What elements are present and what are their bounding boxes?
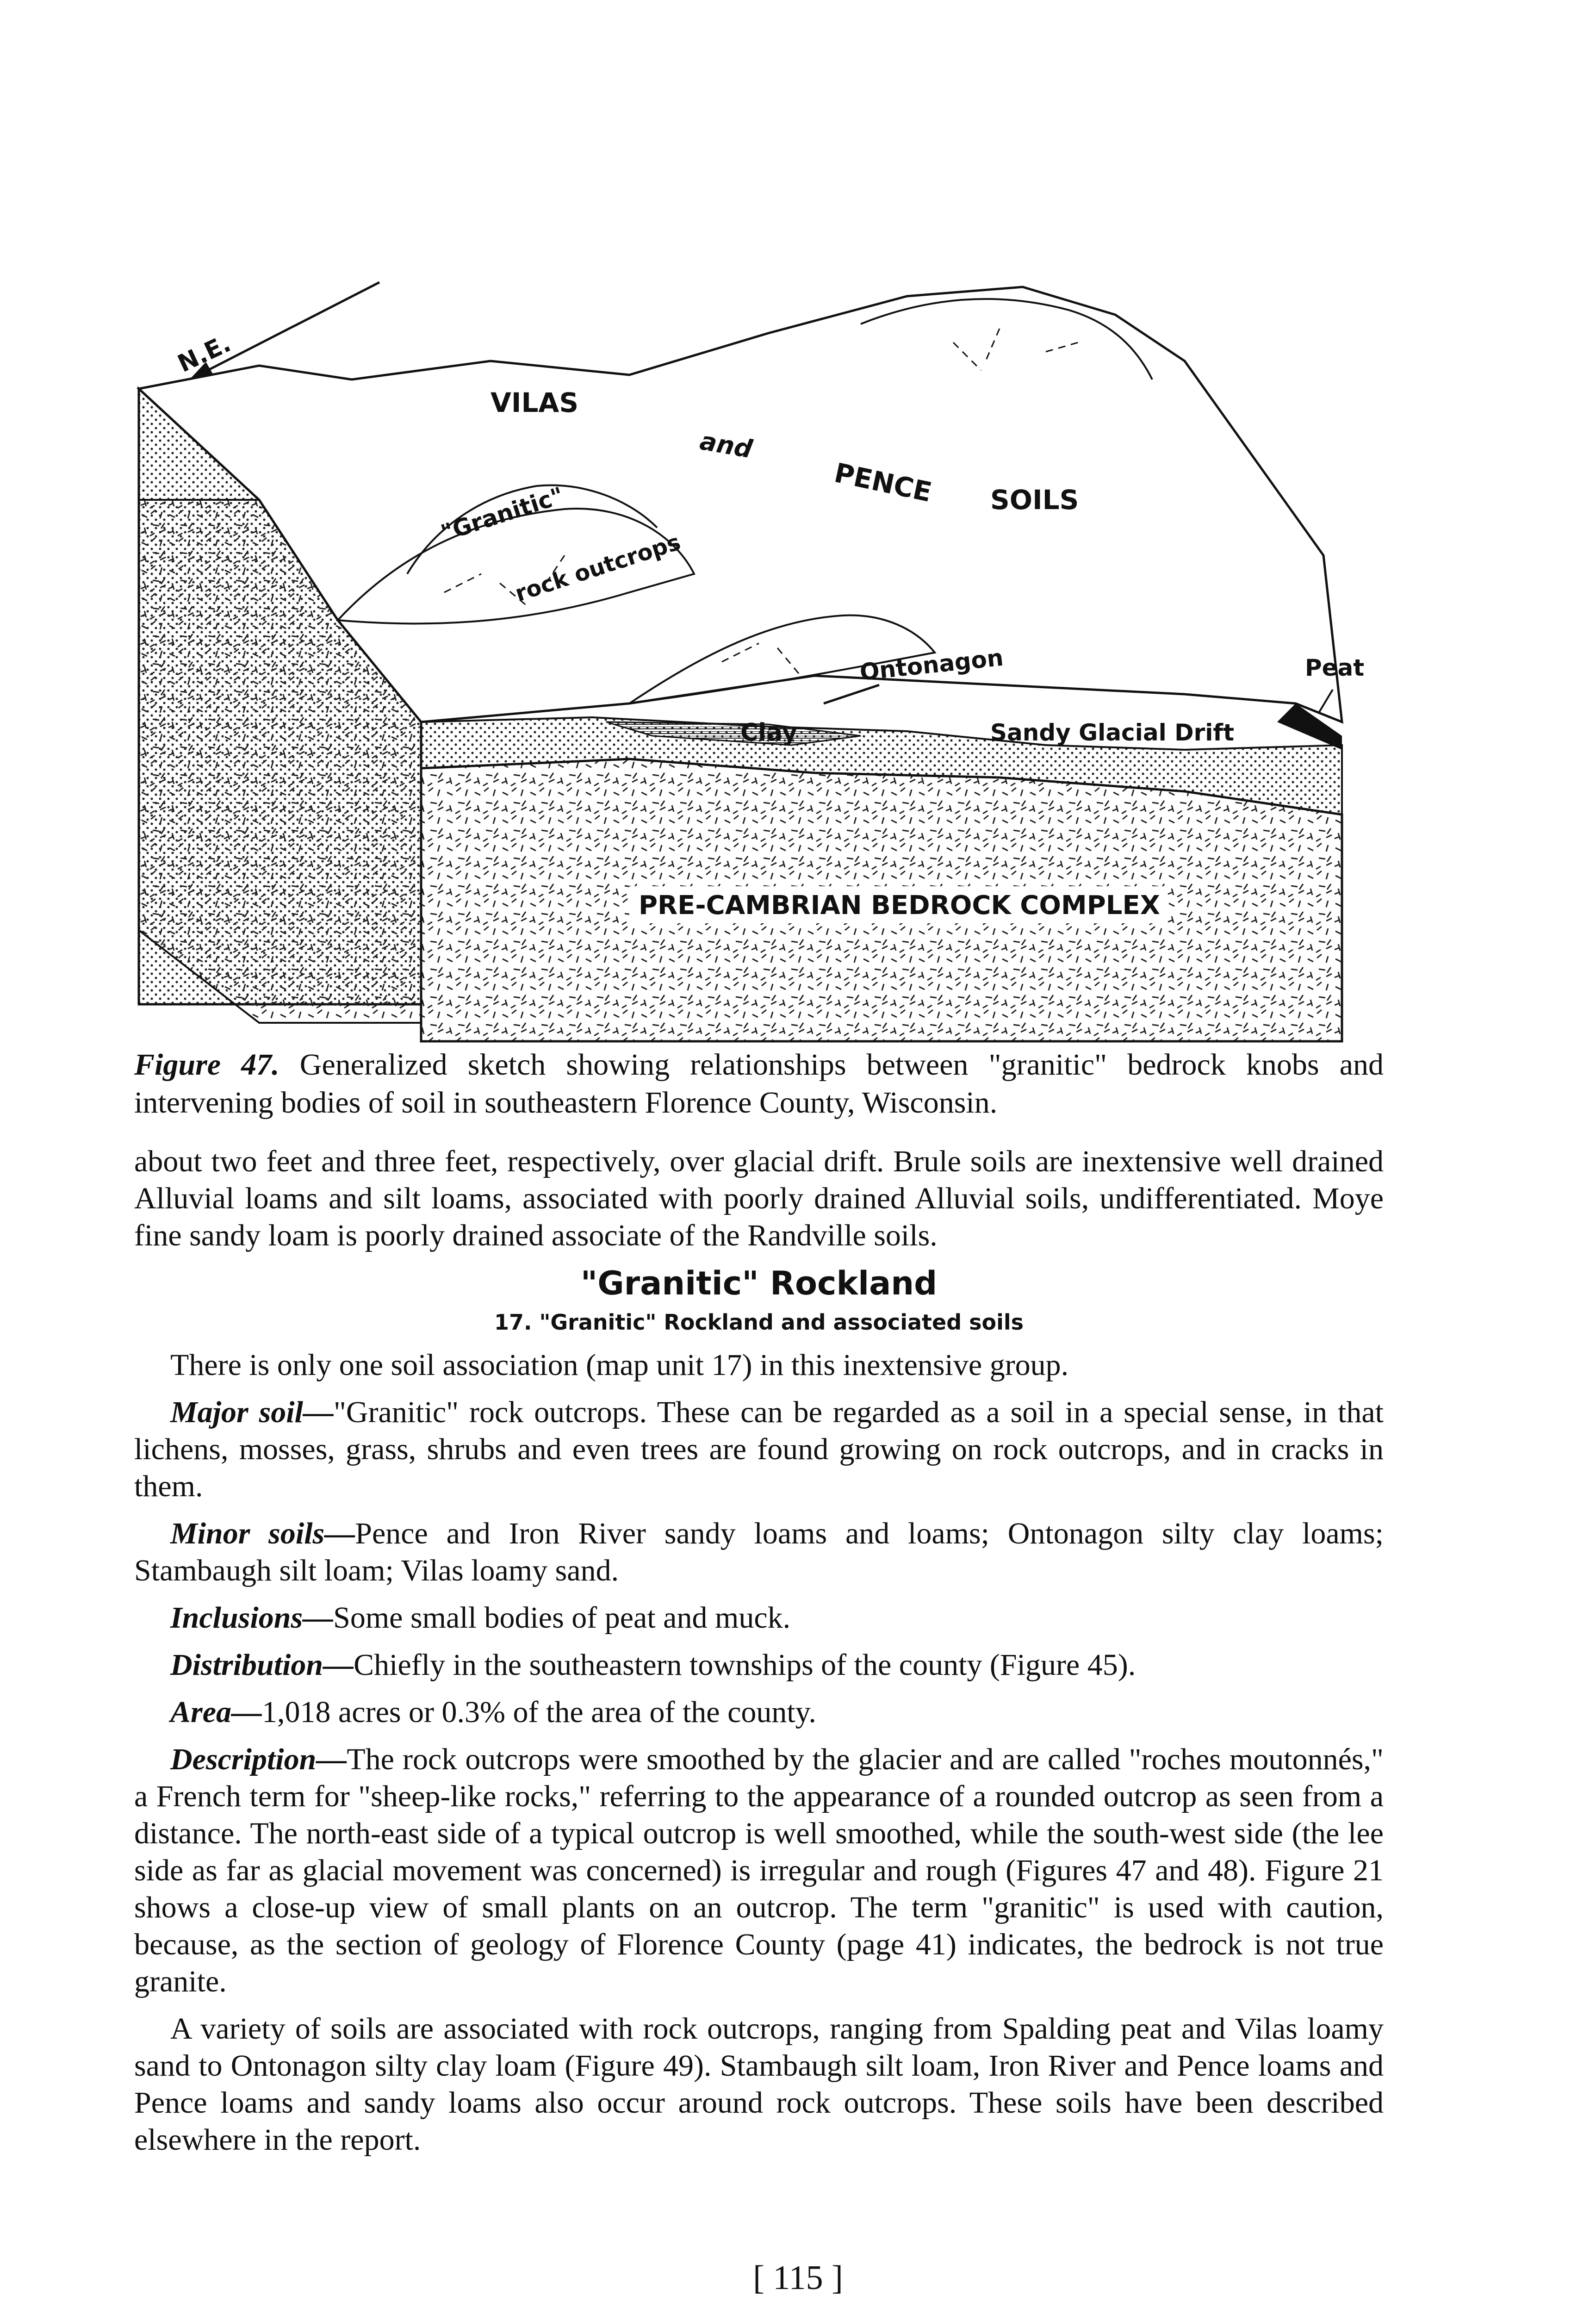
- major-soil-text: "Granitic" rock outcrops. These can be regarded as a soil in a special sense, in that lichens, mosses, grass, shrubs and even trees are found growing on rock outcrops, and in cracks in them.: [134, 1395, 1384, 1503]
- and-label: and: [697, 426, 755, 464]
- paragraph-inclusions: [134, 1599, 1384, 1636]
- area-text: 1,018 acres or 0.3% of the area of the county.: [262, 1695, 816, 1729]
- distribution-text: Chiefly in the southeastern townships of the county (Figure 45).: [354, 1648, 1136, 1682]
- figure-47: [120, 259, 1379, 1046]
- page-number: [ 115 ]: [753, 2259, 843, 2297]
- subsection-title: 17. "Granitic" Rockland and associated soils: [494, 1310, 1024, 1335]
- minor-soils-text: Pence and Iron River sandy loams and loams; Ontonagon silty clay loams; Stambaugh silt loam; Vilas loamy sand.: [134, 1517, 1384, 1587]
- inclusions-text: Some small bodies of peat and muck.: [333, 1601, 791, 1635]
- major-soil-lead: Major soil—: [170, 1395, 334, 1429]
- block-diagram: [120, 259, 1379, 1046]
- figure-caption: [134, 1046, 1384, 1122]
- clay-label: Clay: [740, 719, 798, 746]
- distribution-lead: Distribution—: [170, 1648, 354, 1682]
- paragraph-intro: There is only one soil association (map unit 17) in this inextensive group.: [170, 1348, 1069, 1382]
- paragraph-description: [134, 1741, 1384, 2000]
- inclusions-lead: Inclusions—: [170, 1601, 334, 1635]
- section-title: "Granitic" Rockland: [580, 1264, 938, 1302]
- area-lead: Area—: [170, 1695, 262, 1729]
- peat-label: Peat: [1305, 654, 1365, 681]
- vilas-label: VILAS: [491, 387, 579, 418]
- sandy-glacial-drift-label: Sandy Glacial Drift: [990, 719, 1235, 746]
- direction-label: N.E.: [174, 330, 235, 378]
- bedrock-label: PRE-CAMBRIAN BEDROCK COMPLEX: [639, 890, 1160, 921]
- description-lead: Description—: [170, 1742, 347, 1776]
- granitic-label: "Granitic": [437, 482, 567, 547]
- caption-text: Generalized sketch showing relationships between "granitic" bedrock knobs and intervening bodies of soil in southeastern Florence County, Wisconsin.: [134, 1048, 1384, 1120]
- paragraph-area: [134, 1694, 1384, 1731]
- paragraph-distribution: [134, 1647, 1384, 1684]
- pence-label: PENCE: [832, 457, 935, 508]
- ontonagon-label: Ontonagon: [858, 644, 1005, 686]
- paragraph-continued: about two feet and three feet, respectively, over glacial drift. Brule soils are inextensive well drained Alluvial loams and silt loams, associated with poorly drained Alluvial soils, undifferentiated. Moye fine sandy loam is poorly drained associate of the Randville soils.: [134, 1145, 1384, 1252]
- rock-outcrops-label: rock outcrops: [512, 529, 684, 607]
- body-text: [134, 1143, 1384, 2169]
- description-text: The rock outcrops were smoothed by the glacier and are called "roches moutonnés," a French term for "sheep-like rocks," referring to the appearance of a rounded outcrop as seen from a distance. The north-east side of a typical outcrop is well smoothed, while the south-west side (the lee side as far as glacial movement was concerned) is irregular and rough (Figures 47 and 48). Figure 21 shows a close-up view of small plants on an outcrop. The term "granitic" is used with caution, because, as the section of geology of Florence County (page 41) indicates, the bedrock is not true granite.: [134, 1742, 1384, 1998]
- paragraph-major-soil: [134, 1394, 1384, 1505]
- north-east-arrow: [190, 282, 379, 379]
- figure-number: Figure 47.: [134, 1048, 279, 1082]
- soils-label: SOILS: [990, 484, 1079, 516]
- ontonagon-arrow: [824, 685, 879, 703]
- paragraph-minor-soils: [134, 1515, 1384, 1589]
- paragraph-variety: A variety of soils are associated with rock outcrops, ranging from Spalding peat and Vilas loamy sand to Ontonagon silty clay loam (Figure 49). Stambaugh silt loam, Iron River and Pence loams and Pence loams and sandy loams also occur around rock outcrops. These soils have been described elsewhere in the report.: [134, 2012, 1384, 2157]
- minor-soils-lead: Minor soils—: [170, 1517, 355, 1550]
